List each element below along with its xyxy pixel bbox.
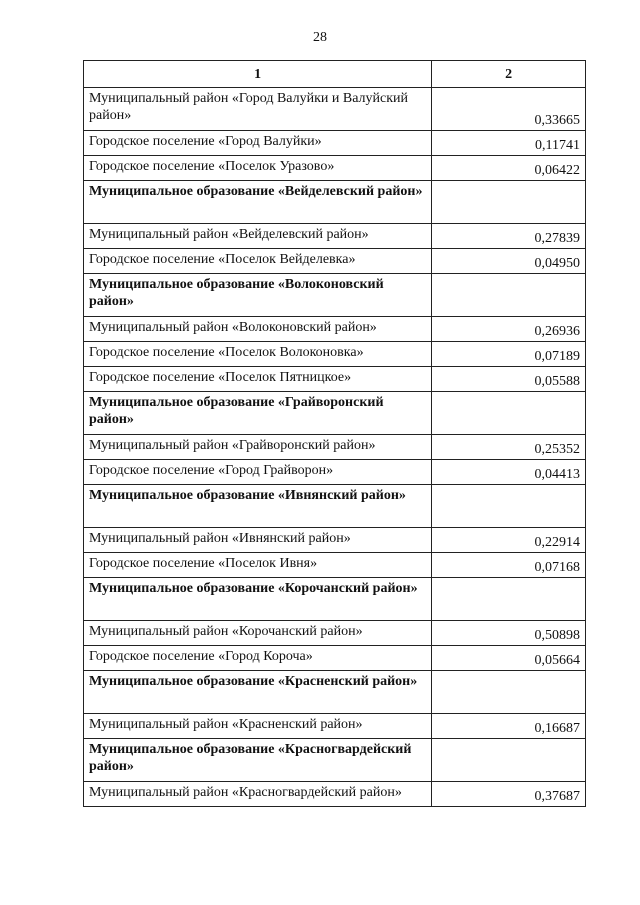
table-header-row	[84, 61, 586, 88]
entity-name-cell: Городское поселение «Поселок Пятницкое»	[84, 367, 432, 392]
coefficient-value-cell: 0,22914	[432, 528, 586, 553]
table-row	[84, 224, 586, 249]
coefficient-value-cell: 0,05588	[432, 367, 586, 392]
coefficient-value-cell: 0,37687	[432, 782, 586, 807]
coefficient-value-cell	[432, 671, 586, 714]
entity-name-cell: Городское поселение «Поселок Вейделевка»	[84, 249, 432, 274]
entity-name-cell: Муниципальный район «Ивнянский район»	[84, 528, 432, 553]
coefficient-value-cell: 0,16687	[432, 714, 586, 739]
entity-name-cell: Муниципальный район «Вейделевский район»	[84, 224, 432, 249]
entity-name-cell: Городское поселение «Город Валуйки»	[84, 131, 432, 156]
table-row	[84, 88, 586, 131]
table-row	[84, 249, 586, 274]
coefficient-value-cell	[432, 274, 586, 317]
coefficient-value-cell	[432, 739, 586, 782]
table-row	[84, 782, 586, 807]
coefficient-value-cell: 0,07168	[432, 553, 586, 578]
coefficient-value-cell: 0,33665	[432, 88, 586, 131]
coefficient-value-cell: 0,26936	[432, 317, 586, 342]
entity-name-cell: Городское поселение «Город Грайворон»	[84, 460, 432, 485]
coefficient-value-cell: 0,25352	[432, 435, 586, 460]
municipality-heading-cell: Муниципальное образование «Ивнянский район»	[84, 485, 432, 528]
coefficient-value-cell: 0,27839	[432, 224, 586, 249]
municipality-heading-cell: Муниципальное образование «Грайворонский район»	[84, 392, 432, 435]
municipality-heading-row	[84, 671, 586, 714]
table-row	[84, 156, 586, 181]
table-row	[84, 646, 586, 671]
entity-name-cell: Муниципальный район «Грайворонский район»	[84, 435, 432, 460]
coefficient-value-cell: 0,11741	[432, 131, 586, 156]
municipality-heading-row	[84, 274, 586, 317]
municipality-heading-row	[84, 392, 586, 435]
entity-name-cell: Муниципальный район «Красногвардейский район»	[84, 782, 432, 807]
municipality-heading-row	[84, 485, 586, 528]
table-row	[84, 460, 586, 485]
data-table	[83, 60, 586, 807]
entity-name-cell: Муниципальный район «Волоконовский район»	[84, 317, 432, 342]
coefficient-value-cell	[432, 578, 586, 621]
entity-name-cell: Городское поселение «Поселок Волоконовка»	[84, 342, 432, 367]
table-row	[84, 621, 586, 646]
municipality-heading-cell: Муниципальное образование «Вейделевский район»	[84, 181, 432, 224]
column-header-2: 2	[432, 61, 586, 88]
page-number: 28	[313, 30, 327, 45]
column-header-1: 1	[84, 61, 432, 88]
municipality-heading-row	[84, 181, 586, 224]
table-row	[84, 528, 586, 553]
entity-name-cell: Городское поселение «Поселок Уразово»	[84, 156, 432, 181]
coefficient-value-cell: 0,06422	[432, 156, 586, 181]
entity-name-cell: Муниципальный район «Город Валуйки и Валуйский район»	[84, 88, 432, 131]
municipality-heading-cell: Муниципальное образование «Корочанский район»	[84, 578, 432, 621]
coefficient-value-cell	[432, 485, 586, 528]
coefficient-value-cell: 0,04950	[432, 249, 586, 274]
municipality-heading-row	[84, 578, 586, 621]
coefficient-value-cell	[432, 181, 586, 224]
municipality-heading-cell: Муниципальное образование «Волоконовский район»	[84, 274, 432, 317]
table-row	[84, 342, 586, 367]
coefficient-value-cell: 0,04413	[432, 460, 586, 485]
entity-name-cell: Городское поселение «Поселок Ивня»	[84, 553, 432, 578]
municipality-heading-cell: Муниципальное образование «Красненский район»	[84, 671, 432, 714]
entity-name-cell: Городское поселение «Город Короча»	[84, 646, 432, 671]
table-row	[84, 714, 586, 739]
coefficient-value-cell: 0,07189	[432, 342, 586, 367]
coefficient-value-cell: 0,05664	[432, 646, 586, 671]
municipality-heading-cell: Муниципальное образование «Красногвардейский район»	[84, 739, 432, 782]
table-row	[84, 367, 586, 392]
table-row	[84, 317, 586, 342]
coefficient-value-cell: 0,50898	[432, 621, 586, 646]
table-row	[84, 435, 586, 460]
entity-name-cell: Муниципальный район «Корочанский район»	[84, 621, 432, 646]
municipality-heading-row	[84, 739, 586, 782]
coefficient-value-cell	[432, 392, 586, 435]
table-row	[84, 553, 586, 578]
table-row	[84, 131, 586, 156]
entity-name-cell: Муниципальный район «Красненский район»	[84, 714, 432, 739]
